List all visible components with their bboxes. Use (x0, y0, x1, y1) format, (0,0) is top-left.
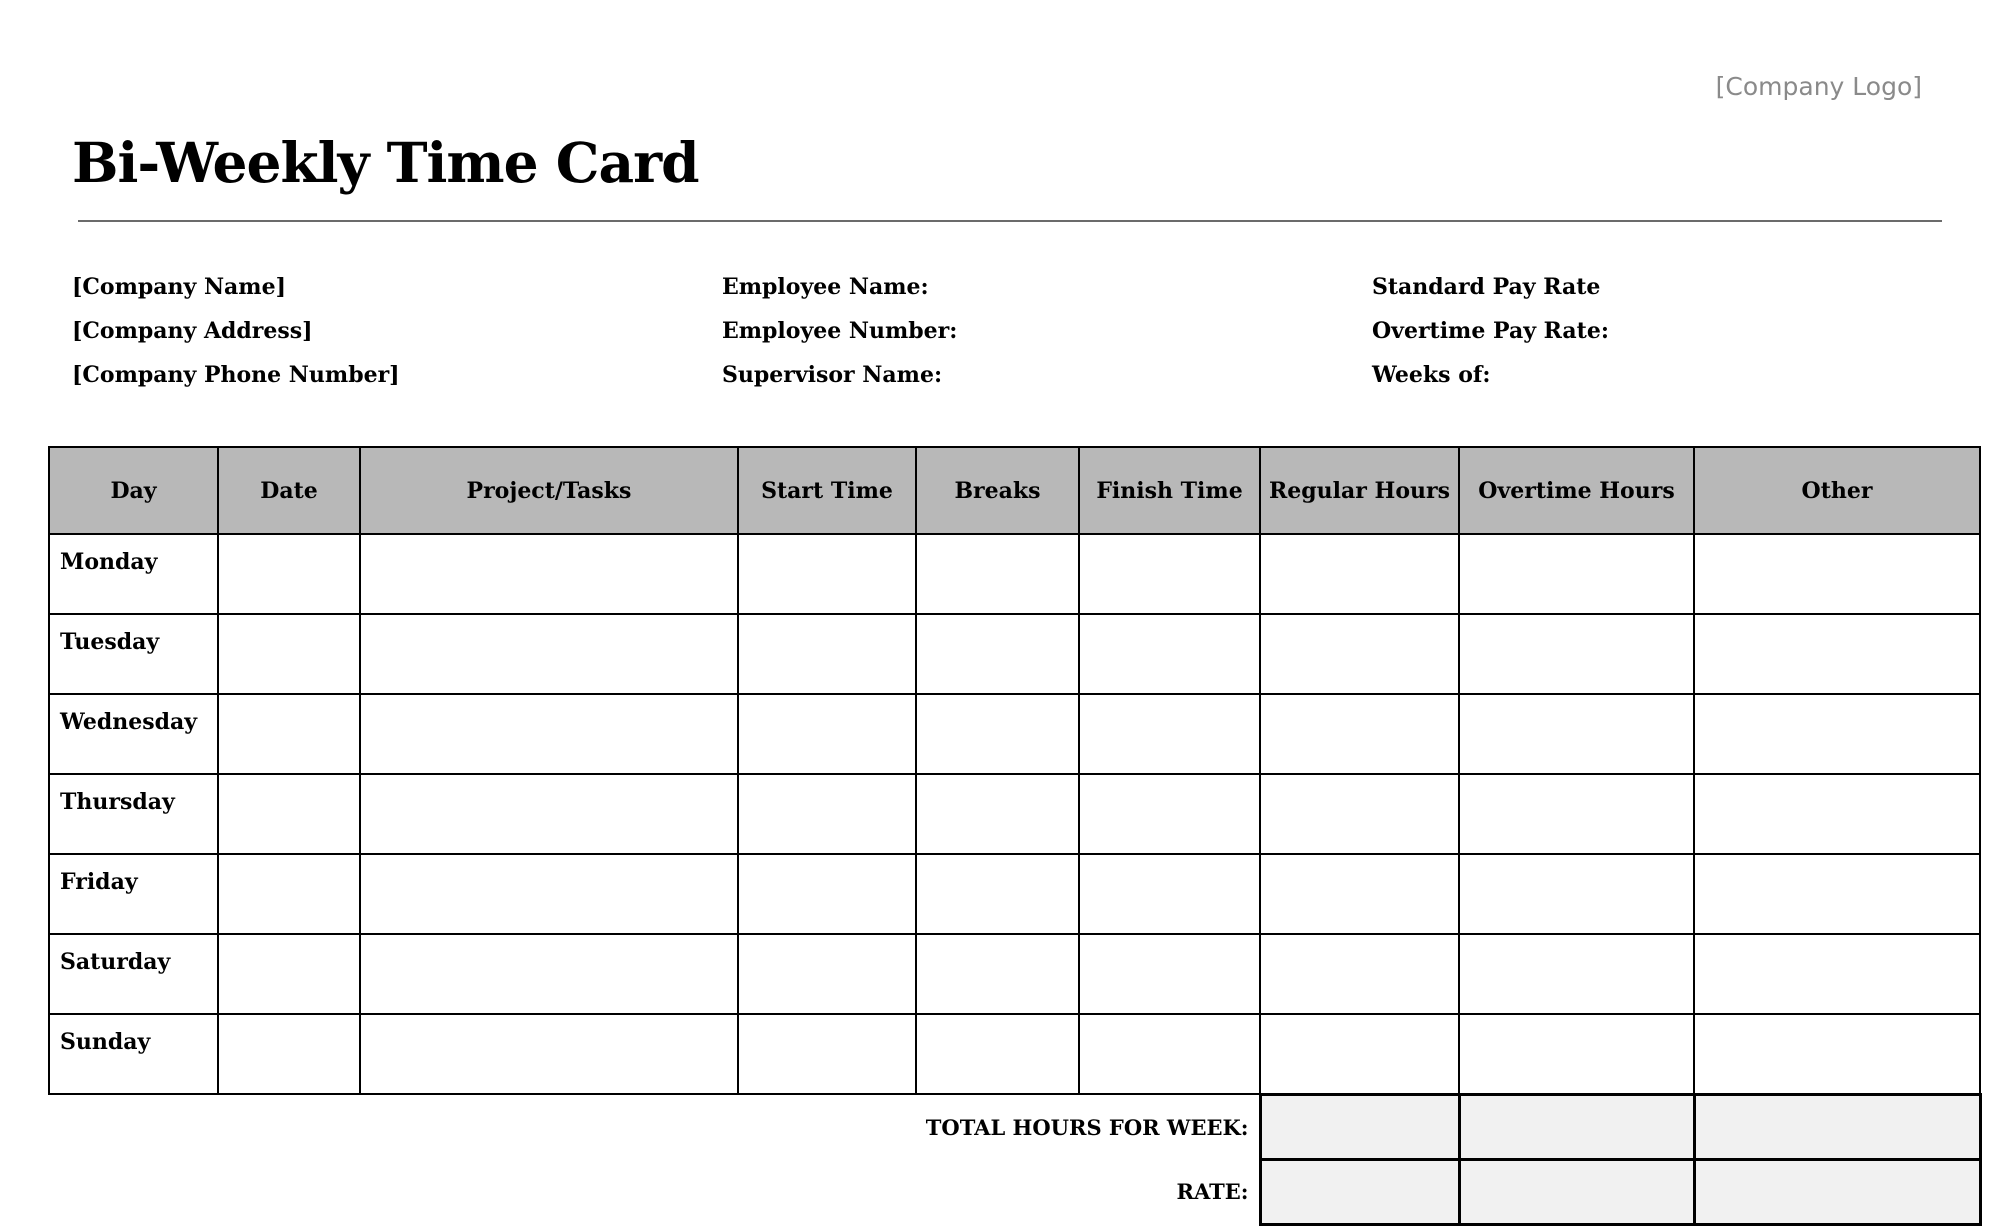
column-header-other: Other (1694, 447, 1980, 534)
employee-number-label: Employee Number: (722, 318, 958, 344)
page-title: Bi-Weekly Time Card (72, 130, 699, 195)
breaks-cell[interactable] (916, 774, 1079, 854)
breaks-cell[interactable] (916, 854, 1079, 934)
breaks-cell[interactable] (916, 534, 1079, 614)
overtime-pay-rate-label: Overtime Pay Rate: (1372, 318, 1609, 344)
overtime-hours-cell[interactable] (1459, 614, 1694, 694)
other-cell[interactable] (1694, 614, 1980, 694)
table-row-monday (49, 534, 1980, 614)
date-cell[interactable] (218, 614, 360, 694)
overtime-hours-cell[interactable] (1459, 774, 1694, 854)
finish-time-cell[interactable] (1079, 534, 1260, 614)
rate-label: RATE: (1176, 1179, 1249, 1204)
column-header-day: Day (49, 447, 218, 534)
breaks-cell[interactable] (916, 694, 1079, 774)
total-hours-row (49, 1094, 1980, 1159)
start-time-cell[interactable] (738, 694, 916, 774)
date-cell[interactable] (218, 534, 360, 614)
overtime-hours-cell[interactable] (1459, 694, 1694, 774)
overtime-hours-cell[interactable] (1459, 1014, 1694, 1094)
day-label: Tuesday (49, 614, 218, 694)
regular-hours-cell[interactable] (1260, 614, 1459, 694)
rate-overtime-cell[interactable] (1459, 1159, 1694, 1224)
project-tasks-cell[interactable] (360, 774, 738, 854)
regular-hours-cell[interactable] (1260, 534, 1459, 614)
day-label: Thursday (49, 774, 218, 854)
start-time-cell[interactable] (738, 614, 916, 694)
overtime-hours-cell[interactable] (1459, 854, 1694, 934)
table-row-thursday (49, 774, 1980, 854)
regular-hours-cell[interactable] (1260, 1014, 1459, 1094)
other-cell[interactable] (1694, 534, 1980, 614)
date-cell[interactable] (218, 1014, 360, 1094)
pay-info (1372, 272, 1609, 404)
table-row-sunday (49, 1014, 1980, 1094)
start-time-cell[interactable] (738, 854, 916, 934)
breaks-cell[interactable] (916, 1014, 1079, 1094)
day-label: Friday (49, 854, 218, 934)
table-row-friday (49, 854, 1980, 934)
overtime-hours-cell[interactable] (1459, 934, 1694, 1014)
supervisor-name-label: Supervisor Name: (722, 362, 943, 388)
finish-time-cell[interactable] (1079, 694, 1260, 774)
finish-time-cell[interactable] (1079, 774, 1260, 854)
column-header-finish-time: Finish Time (1079, 447, 1260, 534)
project-tasks-cell[interactable] (360, 694, 738, 774)
title-divider (78, 220, 1942, 222)
date-cell[interactable] (218, 854, 360, 934)
company-logo-placeholder: [Company Logo] (1715, 72, 1922, 101)
standard-pay-rate-label: Standard Pay Rate (1372, 274, 1601, 300)
breaks-cell[interactable] (916, 614, 1079, 694)
company-address[interactable]: [Company Address] (72, 318, 313, 344)
start-time-cell[interactable] (738, 774, 916, 854)
regular-hours-cell[interactable] (1260, 934, 1459, 1014)
day-label: Monday (49, 534, 218, 614)
time-card-table (48, 446, 1982, 1226)
breaks-cell[interactable] (916, 934, 1079, 1014)
other-cell[interactable] (1694, 694, 1980, 774)
finish-time-cell[interactable] (1079, 1014, 1260, 1094)
other-cell[interactable] (1694, 934, 1980, 1014)
finish-time-cell[interactable] (1079, 934, 1260, 1014)
start-time-cell[interactable] (738, 1014, 916, 1094)
weeks-of-label: Weeks of: (1372, 362, 1491, 388)
project-tasks-cell[interactable] (360, 934, 738, 1014)
total-regular-hours-cell[interactable] (1260, 1094, 1459, 1159)
date-cell[interactable] (218, 934, 360, 1014)
day-label: Sunday (49, 1014, 218, 1094)
other-cell[interactable] (1694, 1014, 1980, 1094)
project-tasks-cell[interactable] (360, 534, 738, 614)
column-header-overtime-hours: Overtime Hours (1459, 447, 1694, 534)
finish-time-cell[interactable] (1079, 614, 1260, 694)
column-header-breaks: Breaks (916, 447, 1079, 534)
table-row-tuesday (49, 614, 1980, 694)
column-header-regular-hours: Regular Hours (1260, 447, 1459, 534)
table-row-saturday (49, 934, 1980, 1014)
start-time-cell[interactable] (738, 534, 916, 614)
project-tasks-cell[interactable] (360, 1014, 738, 1094)
rate-regular-cell[interactable] (1260, 1159, 1459, 1224)
day-label: Wednesday (49, 694, 218, 774)
company-name[interactable]: [Company Name] (72, 274, 286, 300)
column-header-date: Date (218, 447, 360, 534)
overtime-hours-cell[interactable] (1459, 534, 1694, 614)
total-overtime-hours-cell[interactable] (1459, 1094, 1694, 1159)
regular-hours-cell[interactable] (1260, 774, 1459, 854)
total-other-cell[interactable] (1694, 1094, 1980, 1159)
total-hours-label: TOTAL HOURS FOR WEEK: (925, 1114, 1249, 1140)
table-header-row (49, 447, 1980, 534)
project-tasks-cell[interactable] (360, 854, 738, 934)
employee-info (722, 272, 957, 404)
rate-other-cell[interactable] (1694, 1159, 1980, 1224)
regular-hours-cell[interactable] (1260, 854, 1459, 934)
company-phone[interactable]: [Company Phone Number] (72, 362, 400, 388)
employee-name-label: Employee Name: (722, 274, 929, 300)
date-cell[interactable] (218, 774, 360, 854)
day-label: Saturday (49, 934, 218, 1014)
column-header-start-time: Start Time (738, 447, 916, 534)
project-tasks-cell[interactable] (360, 614, 738, 694)
start-time-cell[interactable] (738, 934, 916, 1014)
company-info (72, 272, 400, 404)
other-cell[interactable] (1694, 774, 1980, 854)
rate-row (49, 1159, 1980, 1224)
table-row-wednesday (49, 694, 1980, 774)
regular-hours-cell[interactable] (1260, 694, 1459, 774)
date-cell[interactable] (218, 694, 360, 774)
finish-time-cell[interactable] (1079, 854, 1260, 934)
column-header-project-tasks: Project/Tasks (360, 447, 738, 534)
other-cell[interactable] (1694, 854, 1980, 934)
